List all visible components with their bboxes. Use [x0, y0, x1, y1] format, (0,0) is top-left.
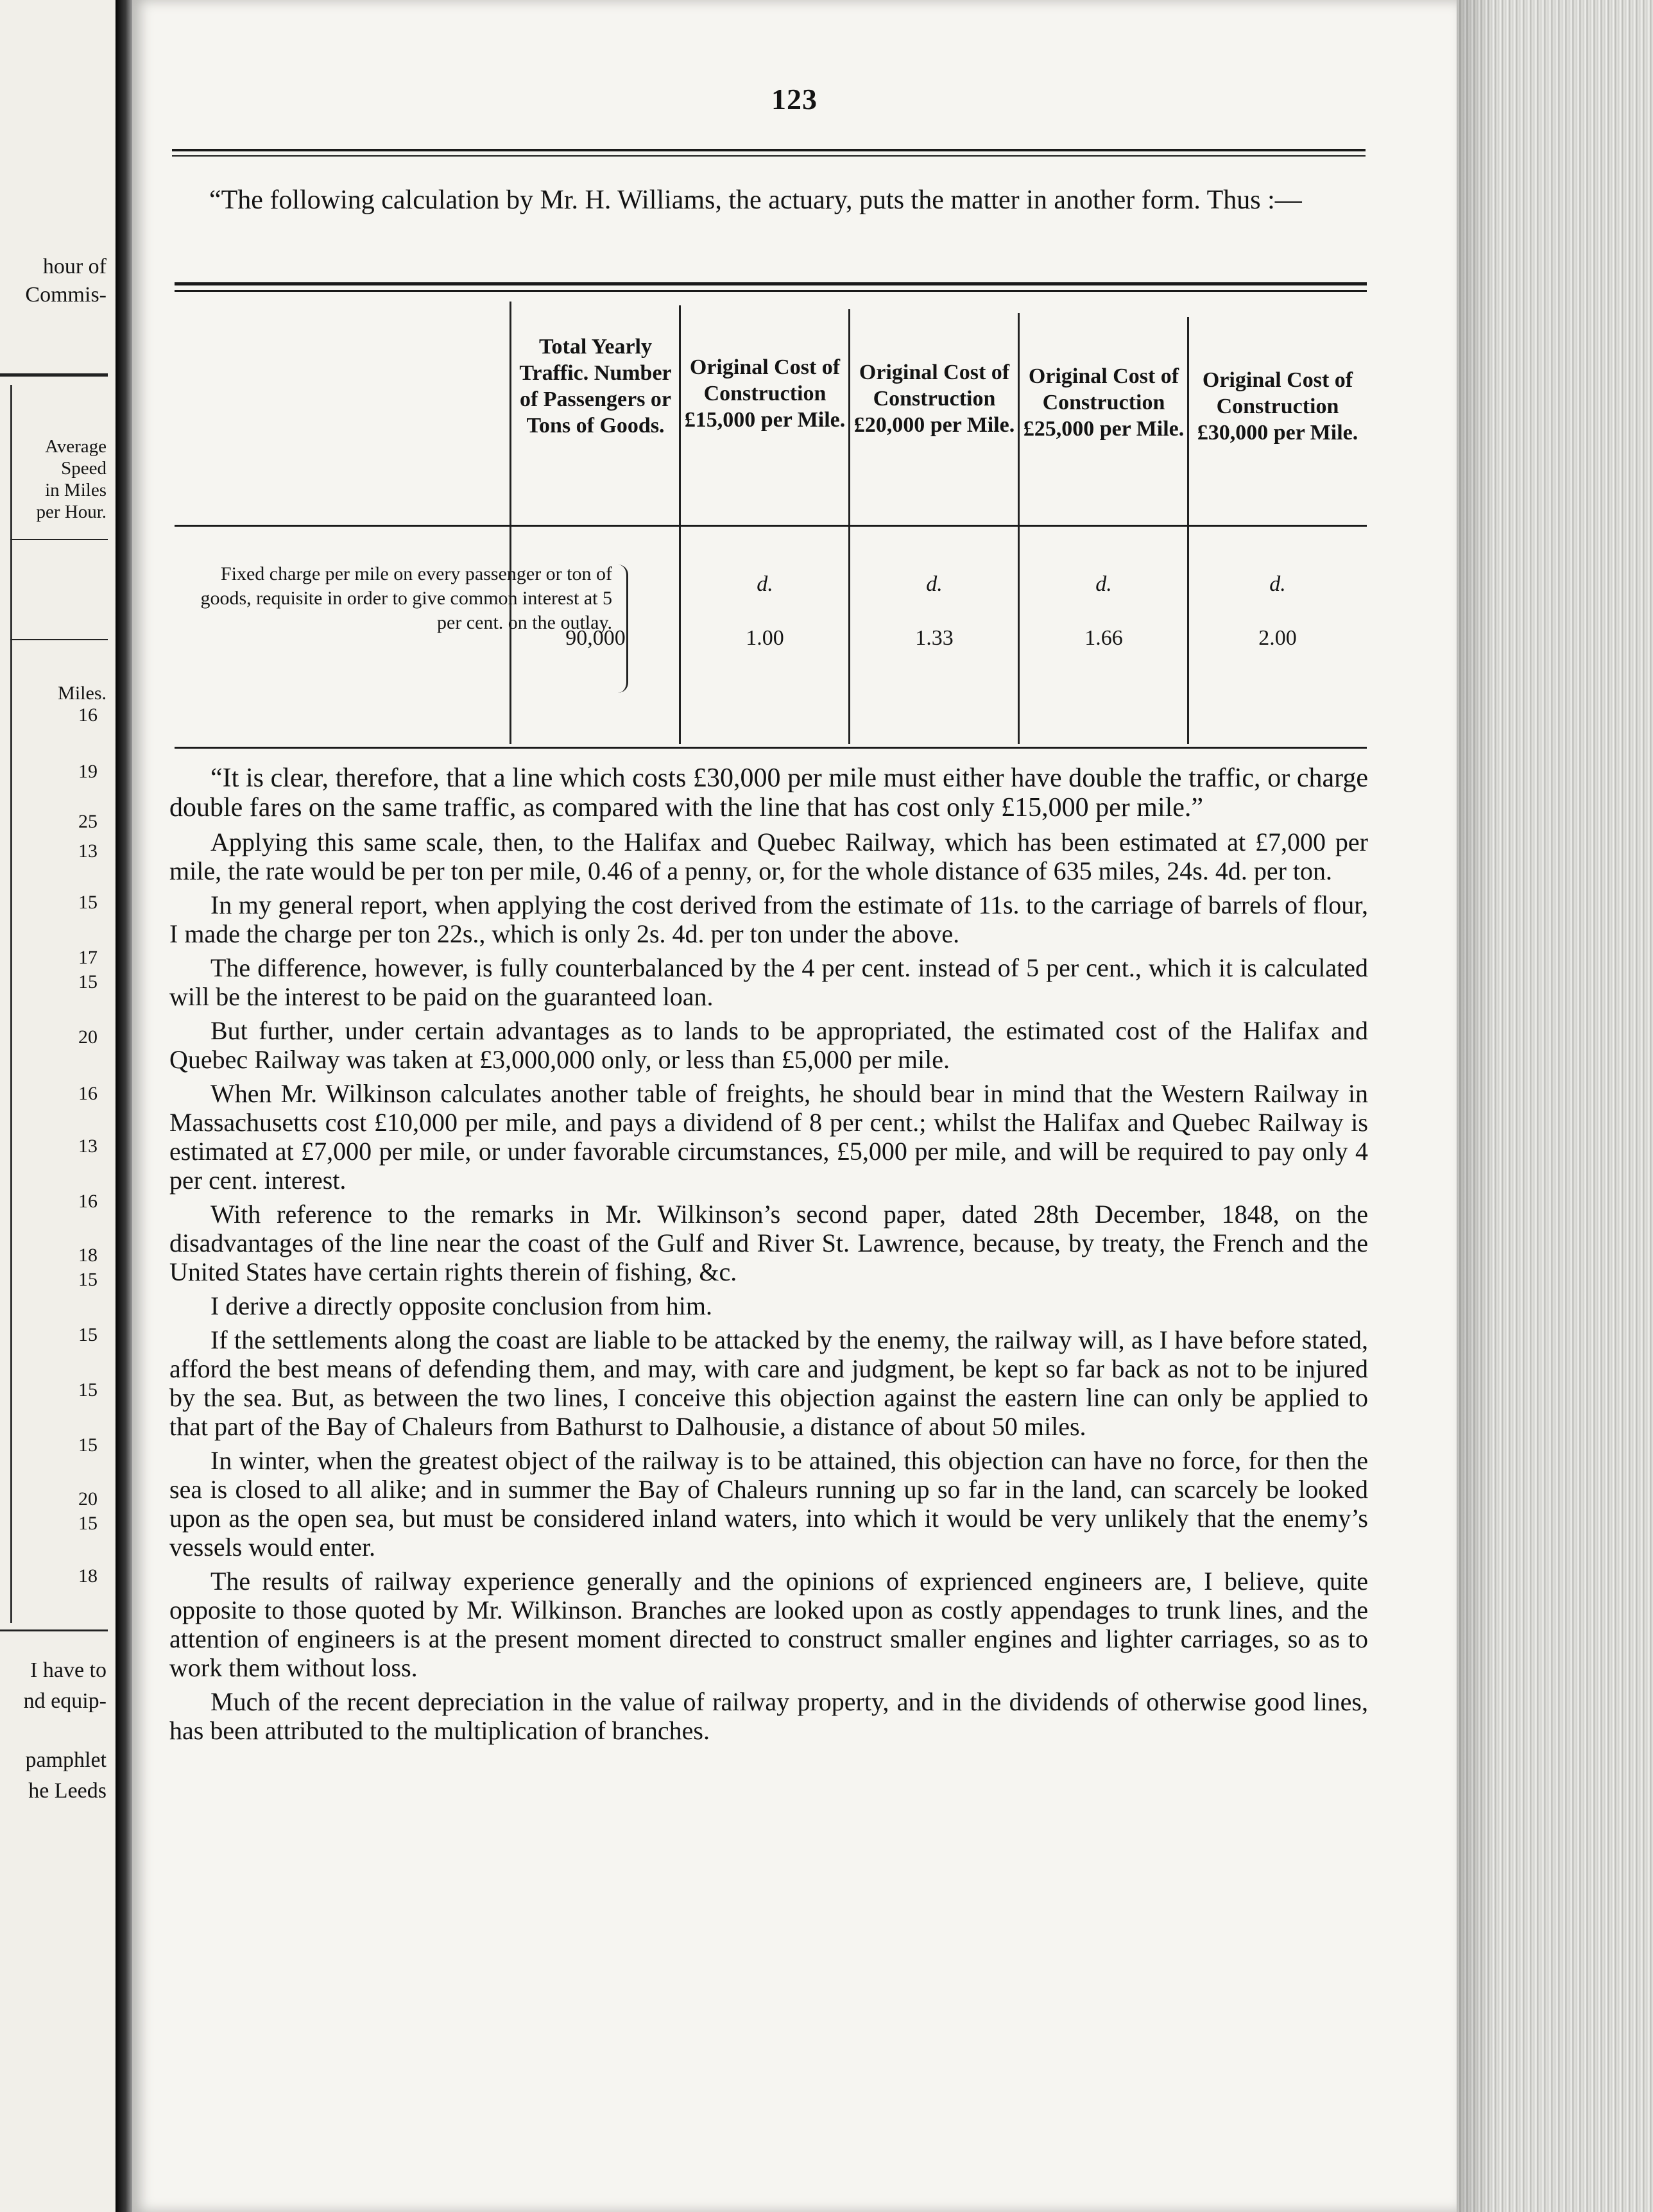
- book-gutter: [116, 0, 132, 2212]
- left-number: 15: [78, 1269, 98, 1290]
- paragraph: With reference to the remarks in Mr. Wilkinson’s second paper, dated 28th December, 1848, on the disadvantages of the line near the coast of the Gulf and River St. Lawrence, because, by treaty, the French and the United States have certain rights therein of fishing, &c.: [169, 1200, 1368, 1286]
- left-number: 15: [78, 971, 98, 992]
- page-edges: [1457, 0, 1653, 2212]
- left-number: 18: [78, 1565, 98, 1587]
- left-number: 20: [78, 1488, 98, 1510]
- table-header-rule: [175, 525, 1367, 527]
- table-column-header: Total Yearly Traffic. Number of Passengers or Tons of Goods.: [519, 335, 672, 438]
- paragraph: The difference, however, is fully counterbalanced by the 4 per cent. instead of 5 per cent., which it is calculated will be the interest to be paid on the guaranteed loan.: [169, 953, 1368, 1011]
- table-bottom-rule: [175, 747, 1367, 749]
- table-column-header: Original Cost of Construction £25,000 per Mile.: [1023, 364, 1185, 441]
- left-number: 20: [78, 1026, 98, 1048]
- left-number: 13: [78, 840, 98, 862]
- left-number: 25: [78, 811, 98, 832]
- table-unit: d.: [926, 572, 943, 596]
- table-top-rule: [175, 282, 1367, 285]
- intro-paragraph: [171, 183, 1367, 217]
- miles-label: Miles.: [58, 683, 107, 704]
- paragraph: Much of the recent depreciation in the value of railway property, and in the dividends of otherwise good lines, has been attributed to the multiplication of branches.: [169, 1687, 1368, 1745]
- left-column-header-line: per Hour.: [36, 502, 107, 522]
- left-number: 15: [78, 1324, 98, 1345]
- table-column-header: Original Cost of Construction £20,000 per Mile.: [853, 361, 1015, 437]
- table-row-label: Fixed charge per mile on every passenger or ton of goods, requisite in order to give common interest at 5 per cent. on the outlay.: [200, 563, 612, 633]
- paragraph: The results of railway experience generally and the opinions of exprienced engineers are, I believe, quite opposite to those quoted by Mr. Wilkinson. Branches are looked upon as costly appendages to trunk lines, and the attention of engineers is at the present moment directed to construct smaller engines and lighter carriages, so as to work them without loss.: [169, 1567, 1368, 1682]
- left-page-rule: [10, 639, 108, 640]
- left-page-fragment: [0, 0, 116, 2212]
- table-cell-traffic: 90,000: [565, 626, 626, 650]
- left-column-header-line: Average: [44, 436, 107, 457]
- left-number: 16: [78, 704, 98, 726]
- paragraph: “It is clear, therefore, that a line which costs £30,000 per mile must either have double the traffic, or charge double fares on the same traffic, as compared with the line that has cost only £15,000 per mile.”: [169, 763, 1368, 822]
- left-page-fragment-text: I have to: [30, 1658, 107, 1682]
- left-number: 15: [78, 1379, 98, 1400]
- table-cell-value: 2.00: [1258, 626, 1297, 650]
- table-column-rule: [1187, 317, 1189, 744]
- paragraph: When Mr. Wilkinson calculates another table of freights, he should bear in mind that the Western Railway in Massachusetts cost £10,000 per mile, and pays a dividend of 8 per cent.; whilst the Halifax and Quebec Railway is estimated at £7,000 per mile, or under favorable circumstances, £5,000 per mile, and will be required to pay only 4 per cent. interest.: [169, 1079, 1368, 1195]
- table-column-rule: [1018, 313, 1020, 744]
- left-page-fragment-text: nd equip-: [23, 1689, 107, 1713]
- left-page-rule: [0, 373, 108, 377]
- table-cell-value: 1.66: [1084, 626, 1123, 650]
- table-column-rule: [848, 309, 850, 744]
- body-text: [169, 763, 1368, 1750]
- paragraph: But further, under certain advantages as to lands to be appropriated, the estimated cost of the Halifax and Quebec Railway was taken at £3,000,000 only, or less than £5,000 per mile.: [169, 1016, 1368, 1074]
- left-number: 18: [78, 1245, 98, 1266]
- left-number: 15: [78, 892, 98, 913]
- paragraph: If the settlements along the coast are liable to be attacked by the enemy, the railway will, as I have before stated, afford the best means of defending them, and may, with care and judgment, be kept so far back as not to be injured by the sea. But, as between the two lines, I conceive this objection against the eastern line can only be applied to that part of the Bay of Chaleurs from Bathurst to Dalhousie, a distance of about 50 miles.: [169, 1325, 1368, 1441]
- left-number: 16: [78, 1191, 98, 1212]
- left-page-fragment-text: he Leeds: [28, 1779, 107, 1803]
- book-page: [132, 0, 1457, 2212]
- paragraph: In winter, when the greatest object of the railway is to be attained, this objection can have no force, for then the sea is closed to all alike; and in summer the Bay of Chaleurs running up so far in the land, can scarcely be looked upon as the open sea, but must be considered inland waters, into which it would be very unlikely that the enemy’s vessels would enter.: [169, 1446, 1368, 1561]
- paragraph: Applying this same scale, then, to the Halifax and Quebec Railway, which has been estimated at £7,000 per mile, the rate would be per ton per mile, 0.46 of a penny, or, for the whole distance of 635 miles, 24s. 4d. per ton.: [169, 828, 1368, 885]
- table-top-rule: [175, 290, 1367, 292]
- table-cell-value: 1.33: [915, 626, 954, 650]
- table-cell-value: 1.00: [746, 626, 784, 650]
- left-page-column-rule: [10, 385, 12, 1623]
- left-page-rule: [0, 1629, 108, 1631]
- left-page-fragment-text: hour of: [42, 255, 107, 278]
- left-number: 19: [78, 761, 98, 782]
- table-column-header: Original Cost of Construction £15,000 per Mile.: [684, 355, 846, 432]
- paragraph: I derive a directly opposite conclusion from him.: [210, 1291, 713, 1320]
- left-column-header-line: in Miles: [45, 480, 107, 500]
- left-number: 15: [78, 1513, 98, 1534]
- page-number: 123: [771, 83, 818, 115]
- table-unit: d.: [757, 572, 773, 596]
- left-number: 15: [78, 1434, 98, 1456]
- left-page-rule: [10, 539, 108, 540]
- intro-text: “The following calculation by Mr. H. Williams, the actuary, puts the matter in another form. Thus :—: [209, 185, 1302, 215]
- left-page-fragment-text: Commis-: [25, 283, 107, 307]
- paragraph: In my general report, when applying the cost derived from the estimate of 11s. to the carriage of barrels of flour, I made the charge per ton 22s., which is only 2s. 4d. per ton under the above.: [169, 890, 1368, 948]
- header-rule: [172, 149, 1366, 157]
- left-page-fragment-text: pamphlet: [25, 1748, 107, 1772]
- table-unit: d.: [1269, 572, 1286, 596]
- left-number: 17: [78, 947, 98, 968]
- left-number: 13: [78, 1136, 98, 1157]
- table-column-rule: [510, 302, 511, 744]
- table-column-header: Original Cost of Construction £30,000 per Mile.: [1197, 368, 1358, 445]
- left-number: 16: [78, 1083, 98, 1104]
- left-column-header-line: Speed: [61, 458, 107, 479]
- table-unit: d.: [1095, 572, 1112, 596]
